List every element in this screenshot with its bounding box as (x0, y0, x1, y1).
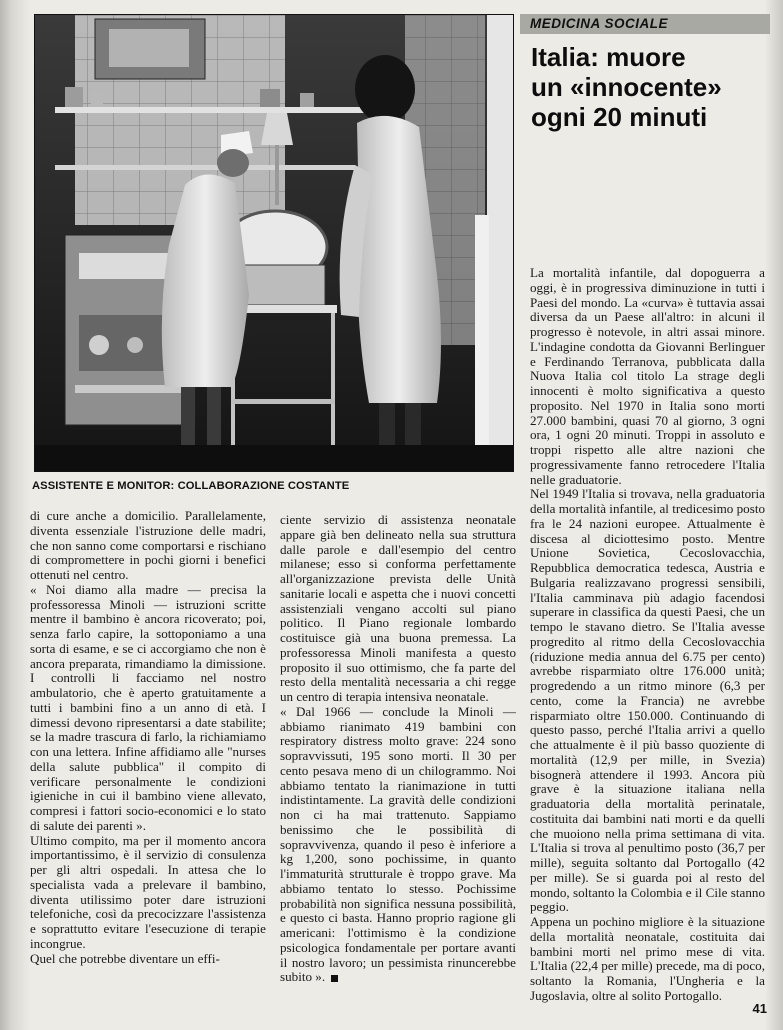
paragraph: di cure anche a domicilio. Parallelamente, diventa essenziale l'istruzione delle madri, che non sanno come comportarsi e rischiano di compromettere in pochi giorni i benefici ottenuti nel centro. (30, 508, 266, 582)
hospital-photo (34, 14, 514, 472)
paragraph: La mortalità infantile, dal dopoguerra a oggi, è in progressiva diminuzione in tutti i Paesi del mondo. La «curva» è tuttavia assai diversa da un Paese all'altro: in alcuni il progresso è notevole, in altri assai minore. L'indagine condotta da Giovanni Berlinguer e Ferdinando Terranova, pubblicata dalla Nuova Italia col titolo La strage degli innocenti è molto significativa a questo proposito. Nel 1970 in Italia sono morti 27.000 bambini, quasi 70 al giorno, 3 ogni ora, 1 ogni 20 minuti. Troppi in assoluto e troppi rispetto alle altre nazioni che progressivamente fanno retrocedere l'Italia nelle graduatorie. (530, 265, 765, 487)
paragraph: Quel che potrebbe diventare un effi- (30, 950, 220, 966)
end-of-article-mark (331, 975, 338, 982)
headline-line-3: ogni 20 minuti (531, 102, 708, 132)
column-1 (30, 509, 266, 966)
photo-caption: ASSISTENTE E MONITOR: COLLABORAZIONE COSTANTE (32, 480, 350, 492)
page-number: 41 (752, 1001, 767, 1016)
paragraph: Nel 1949 l'Italia si trovava, nella graduatoria della mortalità infantile, al tredicesimo posto fra le 24 nazioni europee. Attualmente è discesa al diciottesimo posto. Mentre Unione Sovietica, Cecoslovacchia, Repubblica democratica tedesca, Austria e Bulgaria realizzavano progressi sensibili, l'Italia camminava più adagio facendosi superare in classifica da questi Paesi, che un tempo le stavano dietro. Se l'Italia avesse progredito al ritmo della Cecoslovacchia (riduzione media annua del 6.75 per cento) avrebbe risparmiato oltre 176.000 unità; progredendo a un ritmo minore (6,3 per cento, come la Francia) ne avrebbe risparmiato oltre 150.000. Continuando di questo passo, perché l'Italia arrivi a quello che attualmente è il più basso quoziente di mortalità (12,9 per mille, in Svezia) bisognerà attendere il 1993. Ancora più grave è la situazione italiana nella graduatoria della mortalità perinatale, costituita dai bambini nati morti e da quelli che muoiono nella prima settimana di vita. L'Italia si trova al penultimo posto (36,7 per mille), seguita soltanto dal Portogallo (42 per mille). Se si guarda poi al resto del mondo, soltanto la Colombia e il Cile stanno peggio. (530, 486, 765, 915)
column-3 (530, 266, 765, 1004)
paragraph: « Noi diamo alla madre — precisa la professoressa Minoli — istruzioni scritte mentre il bambino è ancora ricoverato; poi, senza farlo capire, la sottoponiamo a una sorta di esame, e se ci accorgiamo che non è ancora preparata, rimandiamo la dimissione. I controlli li facciamo nel nostro ambulatorio, che è aperto gratuitamente a tutti i bambini fino a un anno di età. I dimessi devono ripresentarsi a date stabilite; se la madre trascura di farlo, la richiamiamo con una lettera. Infine affidiamo alle "nurses della salute pubblica" il compito di verificare personalmente le condizioni igieniche in cui il bambino viene allevato, compresi i fattori socio-economici e lo stato di salute dei parenti ». (30, 581, 266, 833)
headline (531, 42, 776, 132)
paragraph: Appena un pochino migliore è la situazione della mortalità neonatale, costituita dai bambini morti nel primo mese di vita. L'Italia (22,4 per mille) precede, ma di poco, soltanto la Romania, l'Ungheria e la Jugoslavia, oltre al solito Portogallo. (530, 914, 765, 1003)
paragraph: Ultimo compito, ma per il momento ancora importantissimo, è il servizio di consulenza per gli altri ospedali. In attesa che lo specialista vada a prelevare il bambino, diventa utilissimo poter dare istruzioni telefoniche, così da precocizzare l'assistenza e soprattutto evitare l'esecuzione di terapie incongrue. (30, 832, 266, 951)
left-paper-edge (0, 0, 30, 1030)
paragraph: ciente servizio di assistenza neonatale appare già ben delineato nella sua struttura dalle parole e dall'esempio del centro milanese; esso si conforma perfettamente all'organizzazione prevista delle Unità sanitarie locali e aspetta che i nuovi concetti assistenziali vengano accolti sul piano politico. Il Piano regionale lombardo costituisce già una buona premessa. La professoressa Minoli manifesta a questo proposito il suo ottimismo, che fa parte del resto della mentalità necessaria a chi regge un centro di terapia intensiva neonatale. (280, 512, 516, 704)
section-label: MEDICINA SOCIALE (520, 14, 770, 34)
right-paper-edge (765, 0, 783, 1030)
paragraph (280, 705, 516, 985)
paragraph-text: « Dal 1966 — conclude la Minoli — abbiamo rianimato 419 bambini con respiratory distress molto grave: 224 sono sopravvissuti, 195 sono morti. Il 30 per cento pesava meno di un chilogrammo. Noi abbiamo tentato la rianimazione in tutti indistintamente. La gravità delle condizioni non ci ha mai trattenuto. Sappiamo benissimo che le possibilità di sopravvivenza, quando il peso è inferiore a kg 1,200, sono pochissime, in quanto l'immaturità strutturale è troppo grave. Ma abbiamo tentato lo stesso. Pochissime probabilità non significa nessuna possibilità, e questo ci basta. Hanno proprio ragione gli americani: l'ottimismo è la condizione psicologica fondamentale per portare avanti il nostro lavoro; un pessimista rinuncerebbe subito ». (280, 703, 516, 985)
headline-line-2: un «innocente» (531, 72, 722, 102)
column-2 (280, 513, 516, 985)
headline-line-1: Italia: muore (531, 42, 686, 72)
photo-illustration (35, 15, 513, 471)
